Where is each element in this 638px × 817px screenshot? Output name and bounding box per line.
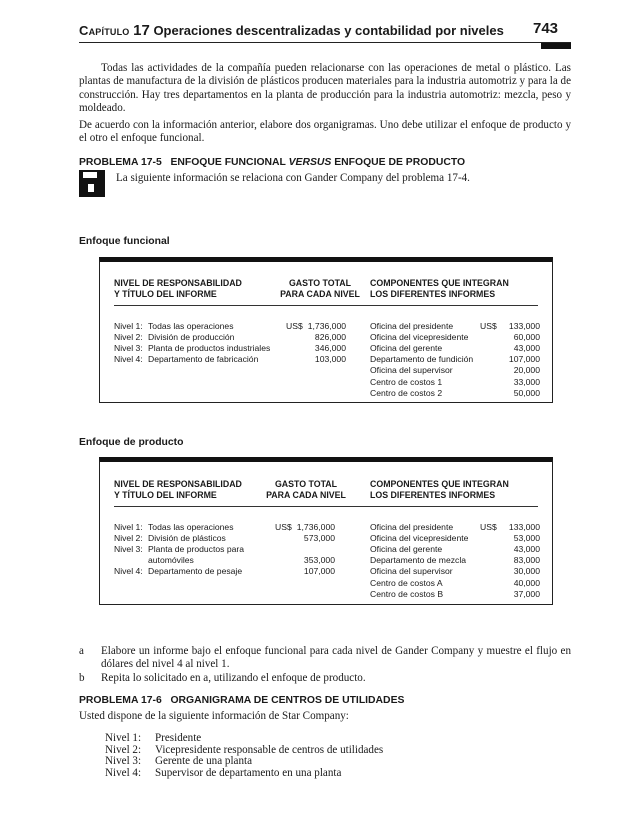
component-amount: 30,000 [513, 566, 540, 577]
level-name: Departamento de fabricación [148, 354, 259, 365]
intro-paragraph-2: De acuerdo con la información anterior, elabore dos organigramas. Uno debe utilizar el enfoque de producto y el otro el enfoque funcional. [79, 119, 571, 145]
component-name: Oficina del supervisor [370, 365, 453, 376]
problem-label: PROBLEMA 17-6 [79, 695, 162, 706]
col-header-total: GASTO TOTAL PARA CADA NIVEL [280, 278, 360, 299]
component-name: Centro de costos 1 [370, 376, 443, 387]
component-name: Oficina del supervisor [370, 566, 453, 577]
chapter-number: 17 [133, 22, 150, 39]
component-name: Centro de costos A [370, 577, 443, 588]
problem-title-versus: VERSUS [288, 157, 332, 168]
level-name: Departamento de pesaje [148, 566, 243, 577]
level-label: Nivel 3: [114, 343, 143, 354]
component-name: Centro de costos 2 [370, 387, 443, 398]
functional-heading: Enfoque funcional [79, 236, 170, 247]
level-currency: US$ [286, 321, 303, 331]
chapter-title: Operaciones descentralizadas y contabilidad por niveles [153, 23, 504, 38]
level-name: automóviles [148, 555, 194, 566]
page-number: 743 [533, 20, 559, 37]
problem-title-a: ENFOQUE FUNCIONAL [170, 157, 289, 168]
problem-label: PROBLEMA 17-5 [79, 157, 162, 168]
level-total: 103,000 [314, 354, 346, 365]
component-amount: 37,000 [513, 588, 540, 599]
level-name: Todas las operaciones [148, 522, 234, 532]
level-description: Vicepresidente responsable de centros de utilidades [155, 743, 384, 756]
level-total: 107,000 [303, 566, 335, 577]
component-amount: 133,000 [508, 321, 540, 331]
table-header-rule [114, 506, 538, 507]
component-amount: 43,000 [513, 343, 540, 354]
component-name: Oficina del gerente [370, 544, 443, 555]
problem-17-6-lead: Usted dispone de la siguiente información de Star Company: [79, 710, 349, 722]
problem-title: ORGANIGRAMA DE CENTROS DE UTILIDADES [170, 695, 405, 706]
level-label: Nivel 3: [105, 755, 142, 768]
question-a-text: Elabore un informe bajo el enfoque funcional para cada nivel de Gander Company y muestre el flujo en dólares del nivel 4 al nivel 1. [101, 645, 571, 671]
level-name: Todas las operaciones [148, 321, 234, 331]
header-rule [79, 42, 571, 43]
question-b-text: Repita lo solicitado en a, utilizando el enfoque de producto. [101, 672, 366, 684]
component-amount: 50,000 [513, 387, 540, 398]
level-label: Nivel 2: [114, 332, 143, 343]
component-name: Departamento de mezcla [370, 555, 467, 566]
problem-title-b: ENFOQUE DE PRODUCTO [331, 157, 466, 168]
component-name: Oficina del vicepresidente [370, 533, 469, 544]
component-amount: 107,000 [508, 354, 540, 365]
level-label: Nivel 1: [114, 321, 143, 331]
component-name: Departamento de fundición [370, 354, 474, 365]
col-header-total: GASTO TOTAL PARA CADA NIVEL [266, 479, 346, 500]
question-a-letter: a [79, 645, 84, 657]
col-header-components: COMPONENTES QUE INTEGRAN LOS DIFERENTES INFORMES [370, 479, 509, 500]
level-label: Nivel 2: [114, 533, 143, 544]
component-amount: 83,000 [513, 555, 540, 566]
level-description: Presidente [155, 732, 202, 744]
component-amount: 43,000 [513, 544, 540, 555]
level-total: 353,000 [303, 555, 335, 566]
level-name: División de producción [148, 332, 235, 343]
floppy-disk-icon [79, 170, 105, 197]
functional-table [99, 257, 553, 403]
level-total: 573,000 [303, 533, 335, 544]
component-currency: US$ [480, 321, 497, 331]
component-name: Oficina del gerente [370, 343, 443, 354]
level-name: Planta de productos para [148, 544, 245, 555]
level-label: Nivel 1: [105, 732, 142, 744]
product-heading: Enfoque de producto [79, 437, 184, 448]
problem-17-5-lead: La siguiente información se relaciona con Gander Company del problema 17-4. [116, 172, 470, 184]
level-total: 826,000 [314, 332, 346, 343]
component-amount: 60,000 [513, 332, 540, 343]
level-description: Supervisor de departamento en una planta [155, 767, 342, 780]
problem-17-6-heading [79, 695, 404, 706]
table-header-rule [114, 305, 538, 306]
level-label: Nivel 4: [105, 767, 142, 780]
level-name: División de plásticos [148, 533, 226, 544]
question-b-letter: b [79, 672, 85, 684]
component-amount: 40,000 [513, 577, 540, 588]
level-total: 1,736,000 [296, 522, 335, 532]
col-header-components: COMPONENTES QUE INTEGRAN LOS DIFERENTES INFORMES [370, 278, 509, 299]
level-name: Planta de productos industriales [148, 343, 271, 354]
problem-17-5-heading [79, 157, 465, 168]
col-header-level: NIVEL DE RESPONSABILIDAD Y TÍTULO DEL INFORME [114, 479, 242, 500]
chapter-header [79, 22, 504, 39]
col-header-level: NIVEL DE RESPONSABILIDAD Y TÍTULO DEL INFORME [114, 278, 242, 299]
product-table [99, 457, 553, 605]
level-label: Nivel 4: [114, 354, 143, 365]
level-label: Nivel 3: [114, 544, 143, 555]
level-currency: US$ [275, 522, 292, 532]
component-name: Oficina del presidente [370, 522, 454, 532]
component-name: Centro de costos B [370, 588, 444, 599]
header-block [541, 43, 571, 49]
component-currency: US$ [480, 522, 497, 532]
level-total: 346,000 [314, 343, 346, 354]
chapter-word: Capítulo [79, 23, 130, 38]
component-amount: 33,000 [513, 376, 540, 387]
level-label: Nivel 1: [114, 522, 143, 532]
component-amount: 53,000 [513, 533, 540, 544]
level-label: Nivel 2: [105, 743, 142, 756]
component-name: Oficina del vicepresidente [370, 332, 469, 343]
component-amount: 20,000 [513, 365, 540, 376]
component-amount: 133,000 [508, 522, 540, 532]
level-label: Nivel 4: [114, 566, 143, 577]
intro-paragraph-1: Todas las actividades de la compañía pueden relacionarse con las operaciones de metal o plástico. Las plantas de manufactura de la división de plásticos producen materiales para la industria automotriz y para la de construcción. Hay tres departamentos en la planta de producción para la industria automotriz: mezcla, peso y moldeado. [79, 62, 571, 115]
level-total: 1,736,000 [307, 321, 346, 331]
component-name: Oficina del presidente [370, 321, 454, 331]
level-description: Gerente de una planta [155, 755, 253, 768]
